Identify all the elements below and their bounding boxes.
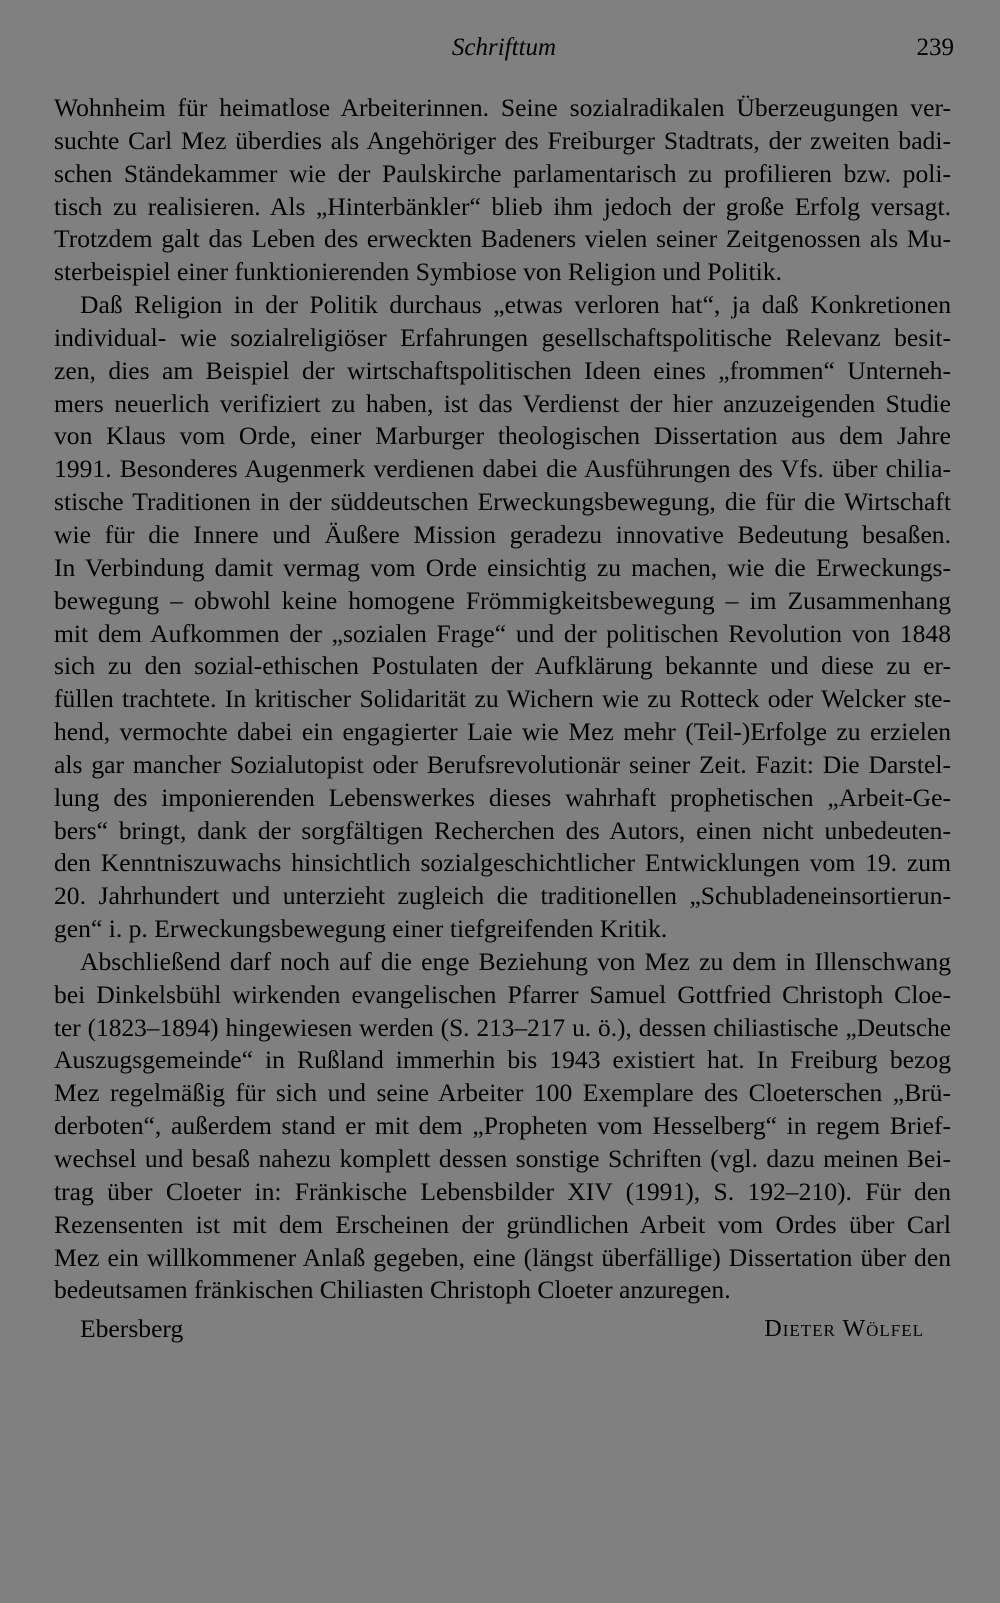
text-line: Mez ein willkommener Anlaß gegeben, eine (längst überfällige) Dissertation über den bbox=[54, 1242, 951, 1272]
text-line: ter (1823–1894) hingewiesen werden (S. 213–217 u. ö.), dessen chiliastische „Deutsche bbox=[54, 1013, 951, 1042]
text-line: Daß Religion in der Politik durchaus „etwas verloren hat“, ja daß Konkretionen bbox=[80, 290, 951, 320]
text-line: sich zu den sozial-ethischen Postulaten der Aufklärung bekannte und diese zu er- bbox=[54, 651, 951, 681]
text-line: bers“ bringt, dank der sorgfältigen Recherchen des Autors, einen nicht unbedeuten- bbox=[54, 815, 951, 845]
text-line: Auszugsgemeinde“ in Rußland immerhin bis 1943 existiert hat. In Freiburg bezog bbox=[54, 1045, 951, 1075]
running-head bbox=[54, 30, 954, 66]
paragraph-1 bbox=[54, 92, 951, 289]
running-title: Schrifttum bbox=[451, 34, 557, 61]
text-line: als gar mancher Sozialutopist oder Berufsrevolutionär seiner Zeit. Fazit: Die Darstel- bbox=[54, 749, 951, 779]
text-line: Trotzdem galt das Leben des erweckten Badeners vielen seiner Zeitgenossen als Mu- bbox=[54, 224, 951, 254]
text-line: mers neuerlich verifiziert zu haben, ist das Verdienst der hier anzuzeigenden Studie bbox=[54, 388, 951, 418]
signoff bbox=[54, 1312, 924, 1346]
text-line: bei Dinkelsbühl wirkenden evangelischen Pfarrer Samuel Gottfried Christoph Cloe- bbox=[54, 979, 951, 1009]
text-line: wechsel und besaß nahezu komplett dessen sonstige Schriften (vgl. dazu meinen Bei- bbox=[54, 1144, 951, 1173]
text-line: 1991. Besonderes Augenmerk verdienen dabei die Ausführungen des Vfs. über chilia- bbox=[54, 454, 951, 484]
text-line: stische Traditionen in der süddeutschen Erweckungsbewegung, die für die Wirtschaft bbox=[54, 487, 951, 517]
text-line: bewegung – obwohl keine homogene Frömmigkeitsbewegung – im Zusammenhang bbox=[54, 585, 951, 615]
text-line: individual- wie sozialreligiöser Erfahrungen gesellschaftspolitische Relevanz besit- bbox=[54, 322, 951, 352]
text-line: Wohnheim für heimatlose Arbeiterinnen. Seine sozialradikalen Überzeugungen ver- bbox=[54, 93, 951, 122]
text-line: bedeutsamen fränkischen Chiliasten Christoph Cloeter anzuregen. bbox=[54, 1275, 731, 1305]
text-line: hend, vermochte dabei ein engagierter Laie wie Mez mehr (Teil-)Erfolge zu erzielen bbox=[54, 717, 951, 747]
text-line: trag über Cloeter in: Fränkische Lebensbilder XIV (1991), S. 192–210). Für den bbox=[54, 1176, 951, 1206]
text-line: mit dem Aufkommen der „sozialen Frage“ und der politischen Revolution von 1848 bbox=[54, 618, 951, 648]
text-line: derboten“, außerdem stand er mit dem „Propheten vom Hesselberg“ in regem Brief- bbox=[54, 1111, 951, 1141]
text-line: 20. Jahrhundert und unterzieht zugleich die traditionellen „Schubladeneinsortierun- bbox=[54, 881, 951, 911]
text-line: zen, dies am Beispiel der wirtschaftspolitischen Ideen eines „frommen“ Unterneh- bbox=[54, 355, 951, 385]
paragraph-3 bbox=[54, 946, 951, 1307]
text-line: schen Ständekammer wie der Paulskirche parlamentarisch zu profilieren bzw. poli- bbox=[54, 158, 951, 188]
signoff-author: Dieter Wölfel bbox=[764, 1316, 924, 1342]
text-line: In Verbindung damit vermag vom Orde einsichtig zu machen, wie die Erweckungs- bbox=[54, 552, 951, 582]
paragraph-2 bbox=[54, 289, 951, 946]
text-line: gen“ i. p. Erweckungsbewegung einer tiefgreifenden Kritik. bbox=[54, 914, 668, 944]
page-number: 239 bbox=[916, 34, 954, 61]
text-line: suchte Carl Mez überdies als Angehöriger des Freiburger Stadtrats, der zweiten badi- bbox=[54, 125, 951, 155]
signoff-place: Ebersberg bbox=[80, 1314, 184, 1343]
text-line: Abschließend darf noch auf die enge Beziehung von Mez zu dem in Illenschwang bbox=[80, 946, 951, 976]
text-line: Mez regelmäßig für sich und seine Arbeiter 100 Exemplare des Cloeterschen „Brü- bbox=[54, 1078, 951, 1108]
text-line: den Kenntniszuwachs hinsichtlich sozialgeschichtlicher Entwicklungen vom 19. zum bbox=[54, 848, 951, 878]
text-line: tisch zu realisieren. Als „Hinterbänkler“ blieb ihm jedoch der große Erfolg versagt. bbox=[54, 191, 951, 221]
text-line: Rezensenten ist mit dem Erscheinen der gründlichen Arbeit vom Ordes über Carl bbox=[54, 1209, 951, 1239]
text-line: sterbeispiel einer funktionierenden Symbiose von Religion und Politik. bbox=[54, 257, 782, 287]
text-line: füllen trachtete. In kritischer Solidarität zu Wichern wie zu Rotteck oder Welcker ste- bbox=[54, 684, 951, 714]
text-line: wie für die Innere und Äußere Mission geradezu innovative Bedeutung besaßen. bbox=[54, 519, 951, 549]
body-text bbox=[54, 92, 951, 1307]
text-line: von Klaus vom Orde, einer Marburger theologischen Dissertation aus dem Jahre bbox=[54, 421, 951, 451]
text-line: lung des imponierenden Lebenswerkes dieses wahrhaft prophetischen „Arbeit-Ge- bbox=[54, 782, 951, 812]
